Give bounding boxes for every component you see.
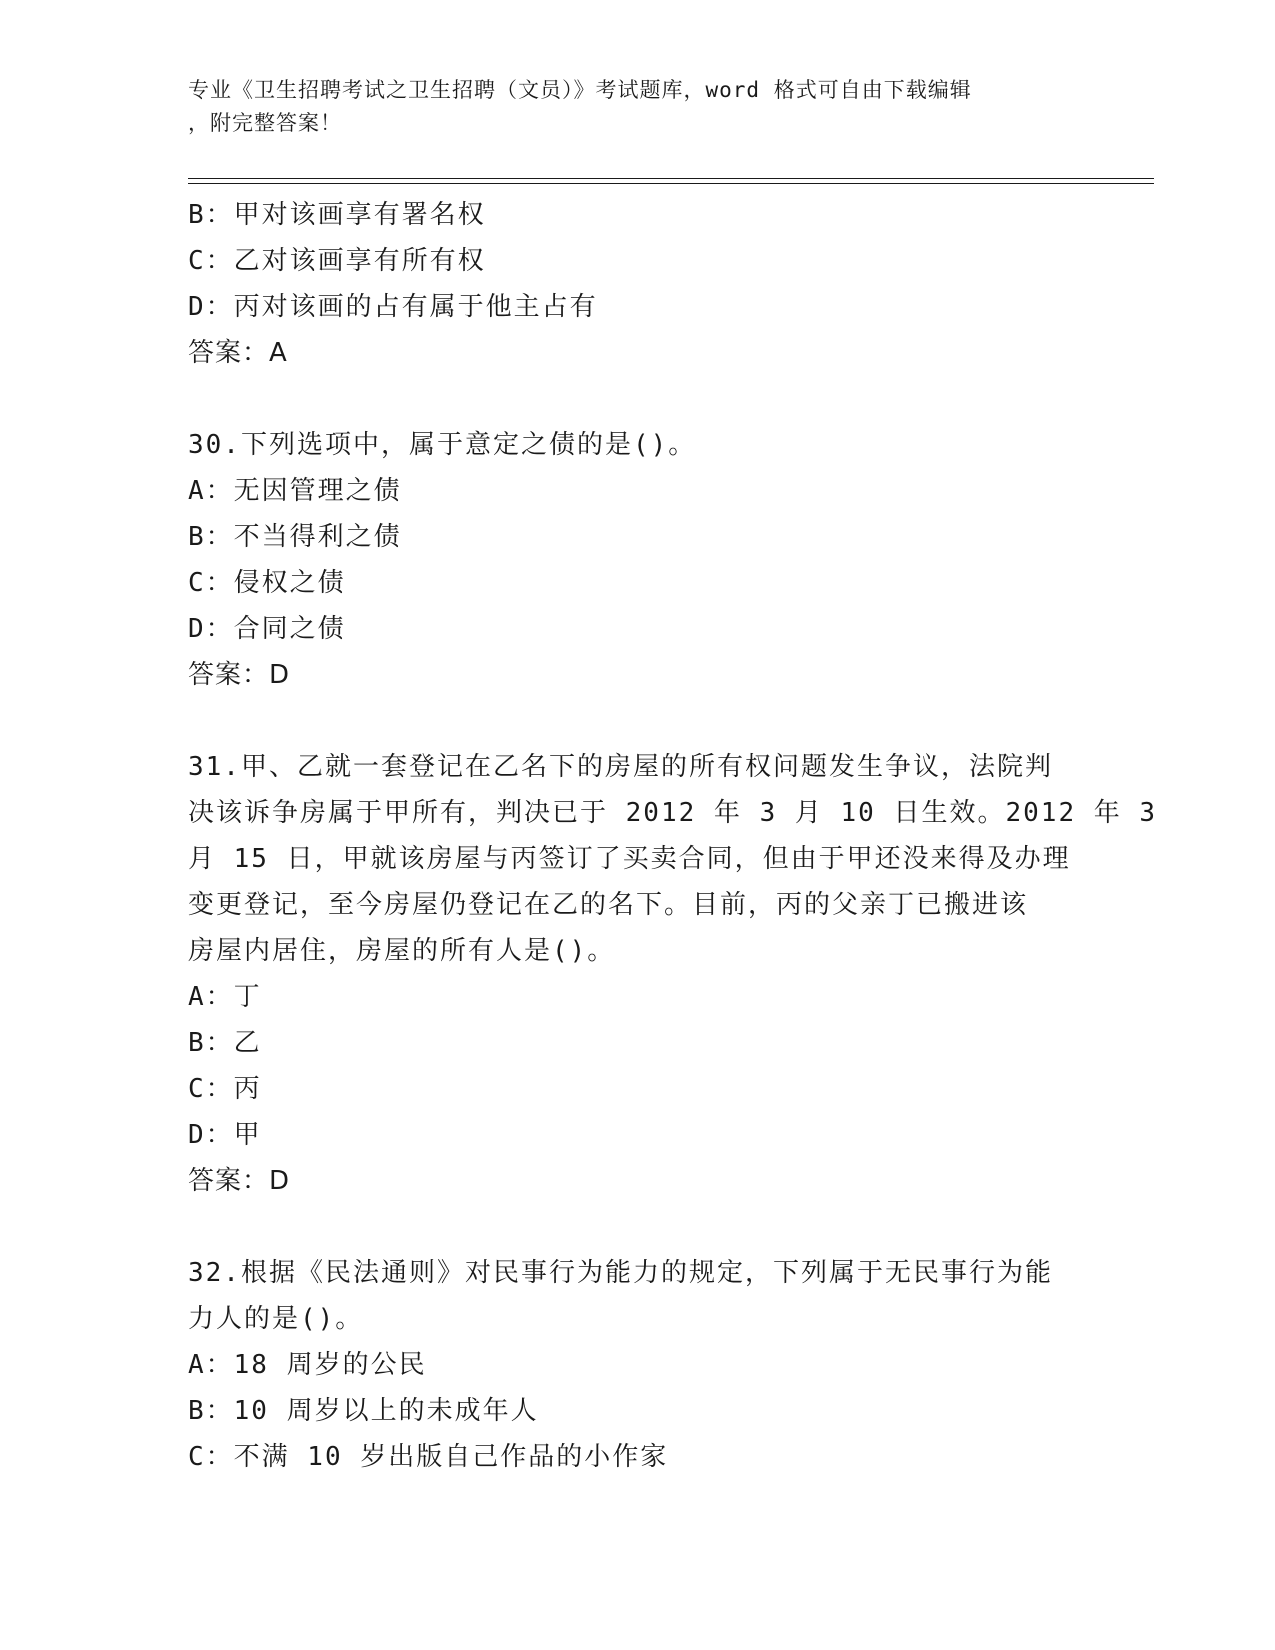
option-a: A：18 周岁的公民 [188, 1350, 427, 1380]
option-c: C：不满 10 岁出版自己作品的小作家 [188, 1442, 669, 1472]
answer-line: 答案：D [188, 1166, 291, 1196]
header-line-1: 专业《卫生招聘考试之卫生招聘（文员）》考试题库，word 格式可自由下载编辑 [188, 78, 972, 102]
option-d: D：甲 [188, 1120, 262, 1150]
spacer [188, 376, 1088, 422]
question-stem-line: 月 15 日，甲就该房屋与丙签订了买卖合同，但由于甲还没来得及办理 [188, 844, 1071, 874]
document-header [188, 74, 1068, 140]
question-list [188, 192, 1158, 1480]
header-line-2: ，附完整答案！ [188, 111, 342, 135]
option-c: C：乙对该画享有所有权 [188, 246, 486, 276]
question-stem-line: 30.下列选项中，属于意定之债的是()。 [188, 430, 697, 460]
spacer [188, 698, 1088, 744]
question-stem-line: 变更登记，至今房屋仍登记在乙的名下。目前，丙的父亲丁已搬进该 [188, 890, 1029, 920]
question-stem-line: 力人的是()。 [188, 1304, 364, 1334]
option-d: D：丙对该画的占有属于他主占有 [188, 292, 598, 322]
option-a: A：丁 [188, 982, 262, 1012]
header-divider [188, 178, 1154, 184]
question-stem-line: 决该诉争房属于甲所有，判决已于 2012 年 3 月 10 日生效。2012 年 3 [188, 798, 1158, 828]
question-stem-line: 32.根据《民法通则》对民事行为能力的规定，下列属于无民事行为能 [188, 1258, 1053, 1288]
question-32 [188, 1250, 1088, 1480]
option-d: D：合同之债 [188, 614, 346, 644]
option-b: B：甲对该画享有署名权 [188, 200, 486, 230]
previous-question [188, 192, 1088, 376]
question-stem-line: 31.甲、乙就一套登记在乙名下的房屋的所有权问题发生争议，法院判 [188, 752, 1053, 782]
option-b: B：乙 [188, 1028, 262, 1058]
question-30 [188, 422, 1088, 698]
answer-line: 答案：A [188, 338, 288, 368]
option-b: B：不当得利之债 [188, 522, 402, 552]
option-c: C：丙 [188, 1074, 262, 1104]
question-31 [188, 744, 1158, 1204]
option-b: B：10 周岁以上的未成年人 [188, 1396, 539, 1426]
option-c: C：侵权之债 [188, 568, 346, 598]
question-stem-line: 房屋内居住，房屋的所有人是()。 [188, 936, 616, 966]
spacer [188, 1204, 1088, 1250]
option-a: A：无因管理之债 [188, 476, 402, 506]
answer-line: 答案：D [188, 660, 291, 690]
